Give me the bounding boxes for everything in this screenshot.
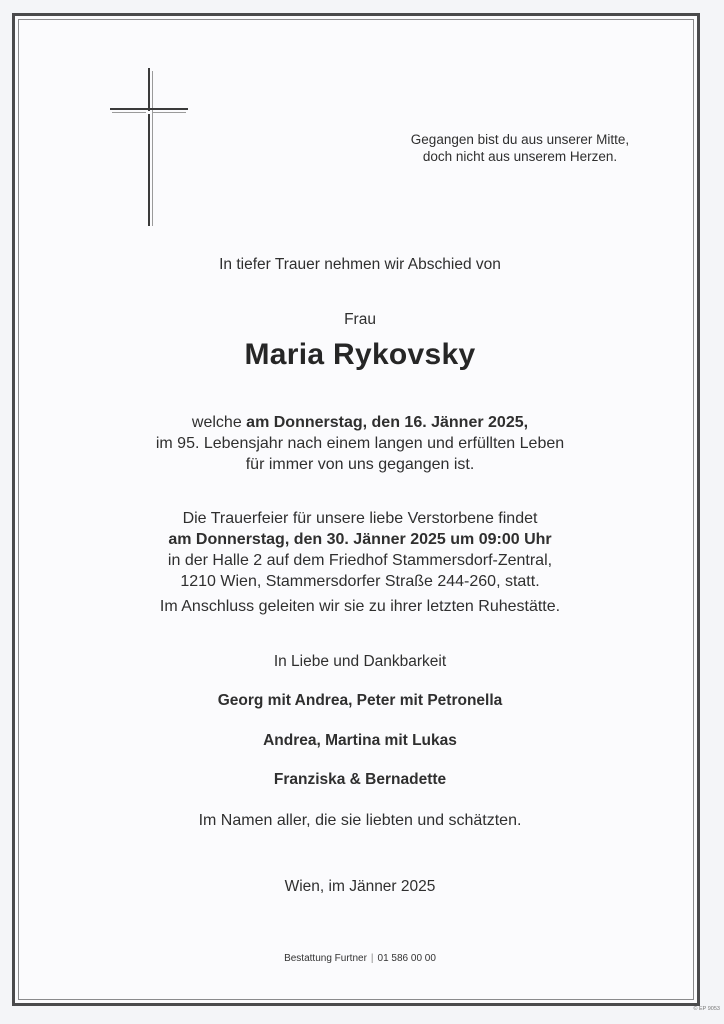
motto: [380, 131, 660, 165]
death-date: am Donnerstag, den 16. Jänner 2025,: [246, 414, 529, 431]
undertaker-name: Bestattung Furtner: [284, 953, 367, 964]
salutation: Frau: [344, 311, 376, 328]
death-notice-prefix: welche: [191, 414, 247, 431]
death-notice-line-3: für immer von uns gegangen ist.: [245, 456, 475, 473]
undertaker-phone: 01 586 00 00: [377, 953, 436, 964]
death-notice: [40, 412, 680, 475]
on-behalf-text: Im Namen aller, die sie liebten und schätzten.: [198, 812, 522, 829]
ceremony-info: [40, 508, 680, 592]
mourner-line-3: Franziska & Bernadette: [273, 771, 447, 788]
motto-line-1: Gegangen bist du aus unserer Mitte,: [410, 132, 630, 147]
ceremony-location: in der Halle 2 auf dem Friedhof Stammersdorf-Zentral,: [167, 552, 553, 569]
mourner-line-1: Georg mit Andrea, Peter mit Petronella: [217, 692, 503, 709]
mourner-line-2: Andrea, Martina mit Lukas: [263, 732, 457, 749]
cross-icon: [110, 68, 190, 228]
ceremony-line-1: Die Trauerfeier für unsere liebe Verstorbene findet: [182, 510, 538, 527]
closing-text: In Liebe und Dankbarkeit: [273, 653, 447, 670]
deceased-name: Maria Rykovsky: [244, 338, 476, 371]
motto-line-2: doch nicht aus unserem Herzen.: [422, 149, 618, 164]
copyright-note: © EP 9053: [693, 1006, 720, 1012]
footer-separator: |: [370, 953, 374, 964]
death-notice-line-2: im 95. Lebensjahr nach einem langen und erfüllten Leben: [155, 435, 565, 452]
intro-text: In tiefer Trauer nehmen wir Abschied von: [219, 256, 501, 273]
ceremony-date: am Donnerstag, den 30. Jänner 2025 um 09:00 Uhr: [168, 531, 552, 548]
death-notice-line-1: [40, 412, 680, 433]
ceremony-address: 1210 Wien, Stammersdorfer Straße 244-260, statt.: [180, 573, 540, 590]
burial-text: Im Anschluss geleiten wir sie zu ihrer letzten Ruhestätte.: [159, 598, 561, 615]
footer: [40, 953, 680, 965]
place-date: Wien, im Jänner 2025: [284, 878, 436, 895]
